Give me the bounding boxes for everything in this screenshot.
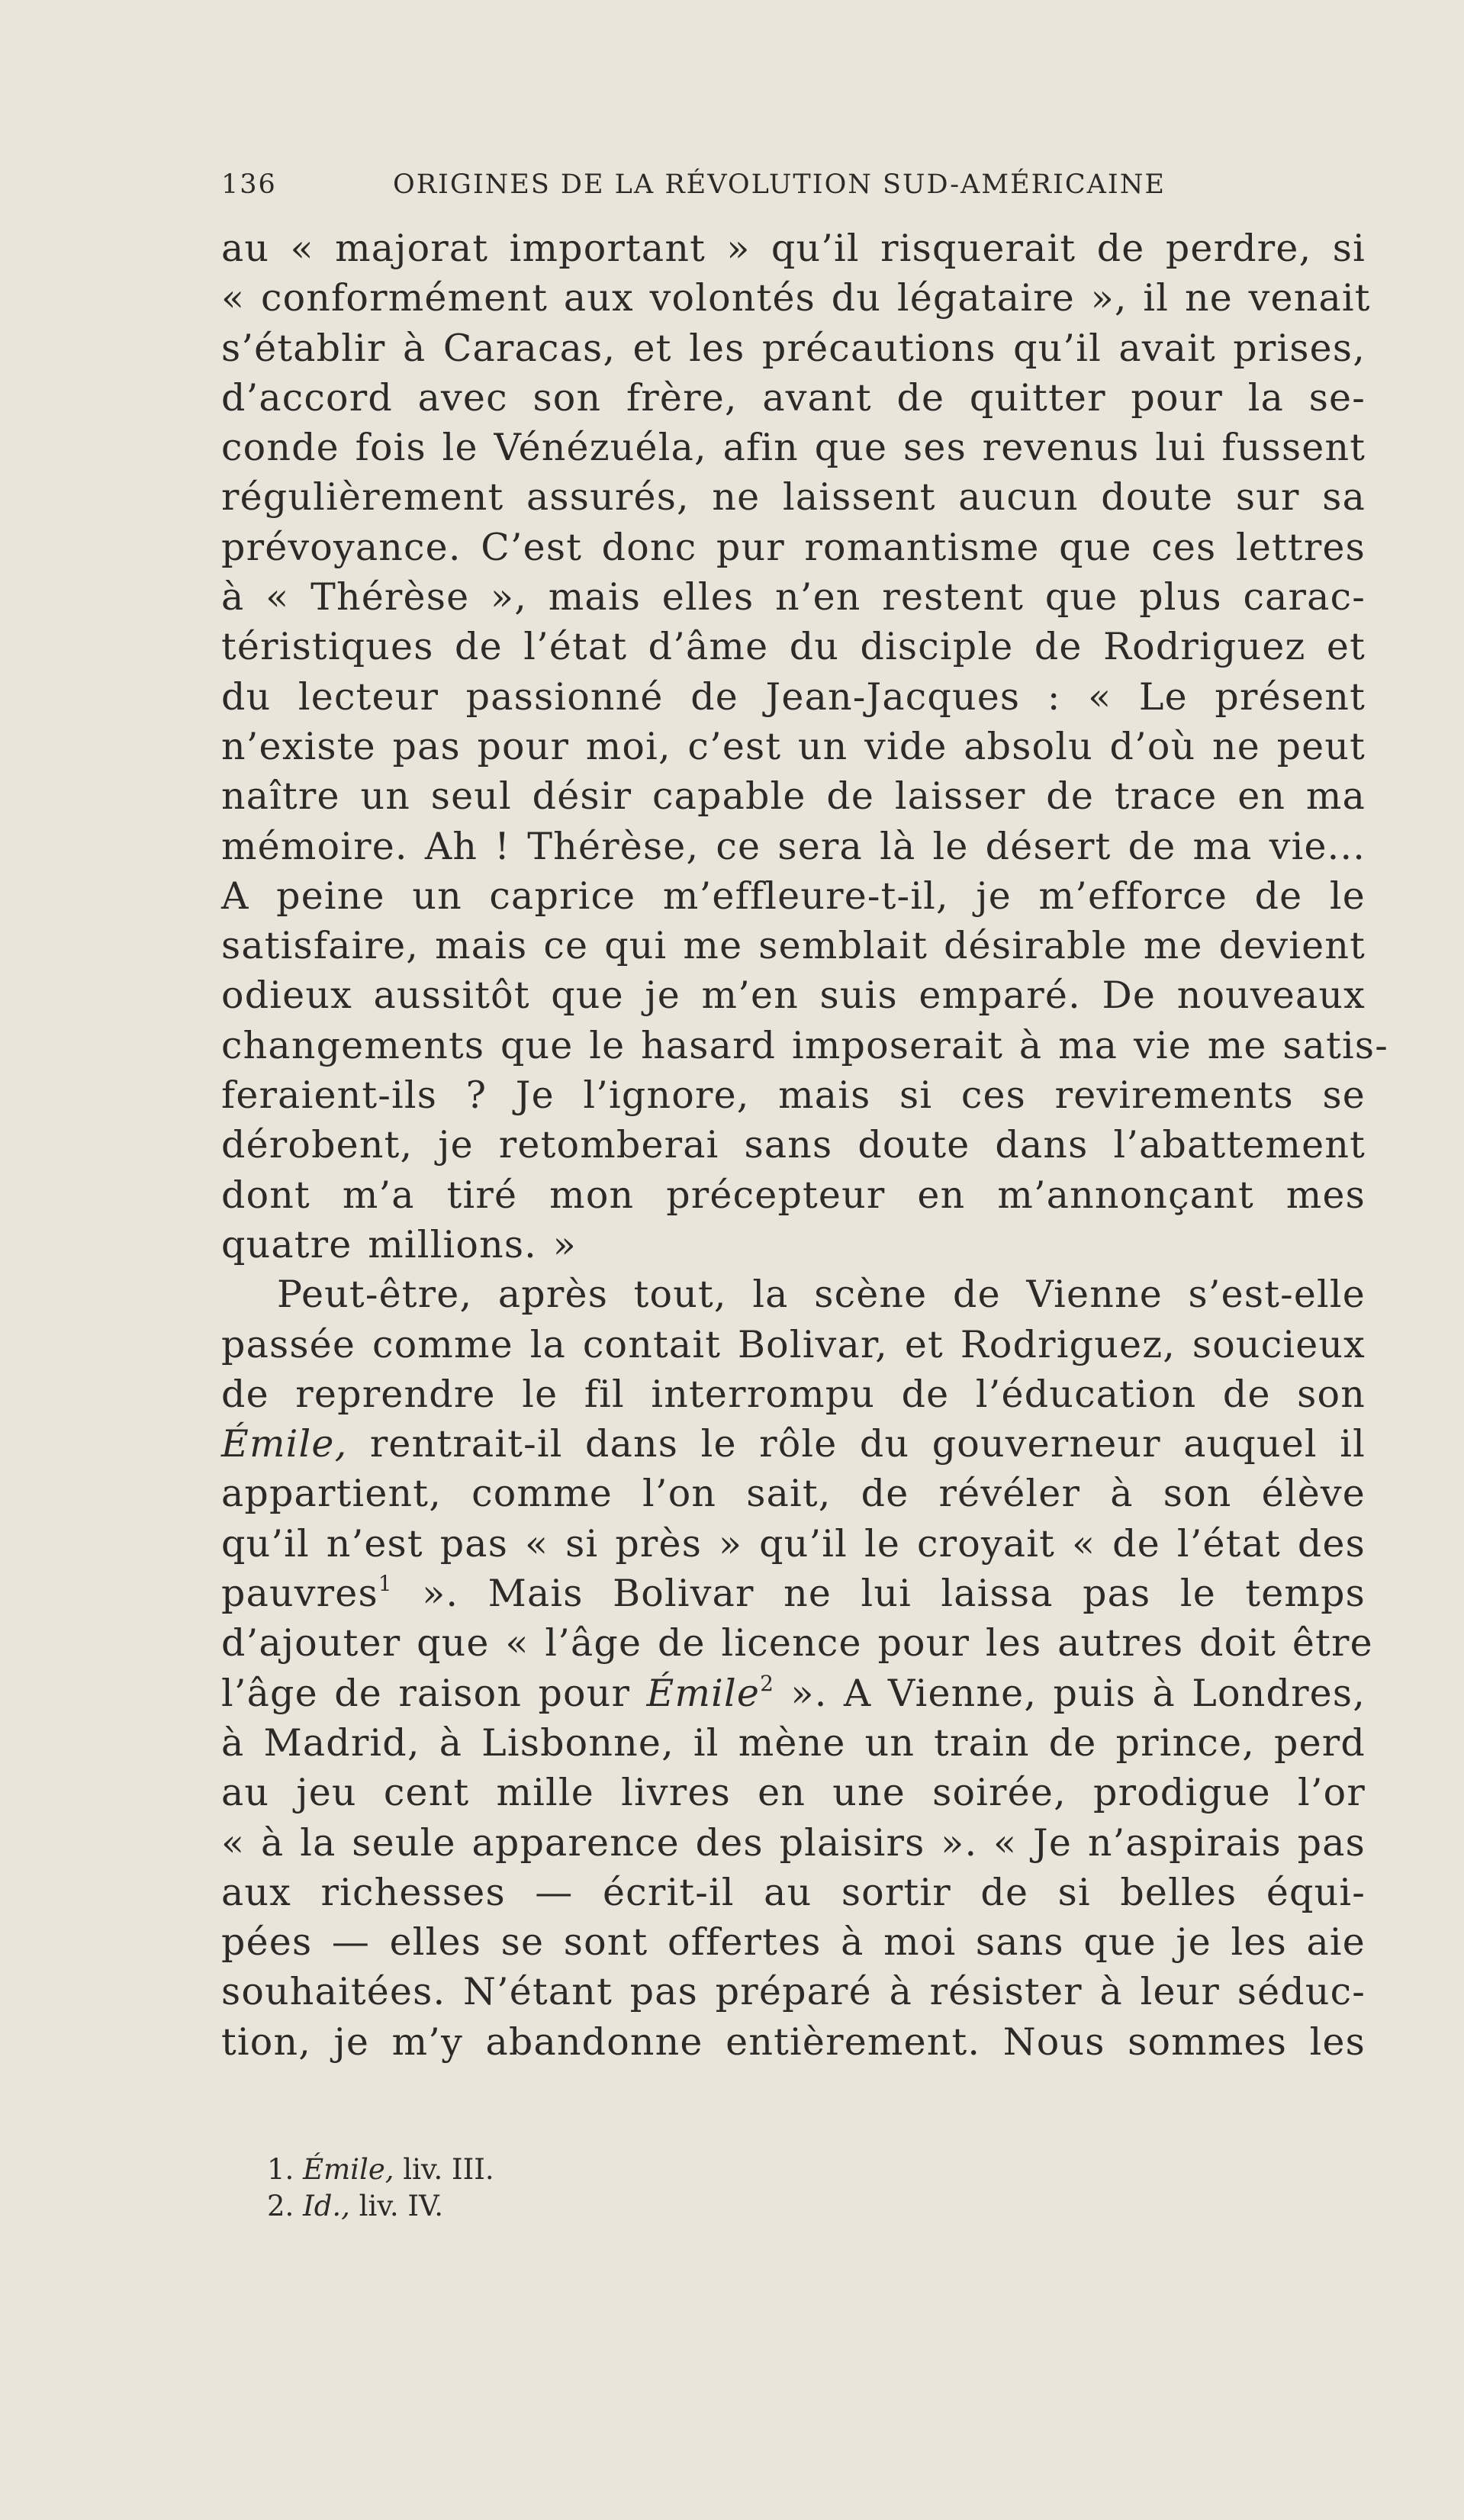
paragraph-end-line: quatre millions. » xyxy=(221,1222,577,1266)
text-line: conde fois le Vénézuéla, afin que ses revenus lui fussent xyxy=(221,426,1366,470)
running-head xyxy=(221,162,1282,208)
footnote-2: 2. Id., liv. IV. xyxy=(267,2190,444,2222)
text-line: aux richesses — écrit-il au sortir de si belles équi- xyxy=(221,1870,1366,1914)
running-title: ORIGINES DE LA RÉVOLUTION SUD-AMÉRICAINE xyxy=(393,169,1166,200)
text-line: appartient, comme l’on sait, de révéler à son élève xyxy=(221,1472,1366,1516)
page-number: 136 xyxy=(221,169,277,200)
text-line: au jeu cent mille livres en une soirée, prodigue l’or xyxy=(221,1771,1366,1815)
text-line: de reprendre le fil interrompu de l’éducation de son xyxy=(221,1372,1366,1416)
text-line: mémoire. Ah ! Thérèse, ce sera là le désert de ma vie... xyxy=(221,824,1366,868)
text-line: feraient-ils ? Je l’ignore, mais si ces revirements se xyxy=(221,1073,1366,1118)
text-line: l’âge de raison pour Émile$^2$ ». A Vienne, puis à Londres, xyxy=(221,1670,1366,1715)
text-line: « conformément aux volontés du légataire », il ne venait xyxy=(221,276,1371,320)
text-line: n’existe pas pour moi, c’est un vide absolu d’où ne peut xyxy=(221,724,1366,768)
body-text xyxy=(221,224,1388,2067)
text-line: téristiques de l’état d’âme du disciple de Rodriguez et xyxy=(221,625,1366,669)
paragraph-start-line: Peut-être, après tout, la scène de Vienne s’est-elle xyxy=(277,1273,1366,1317)
text-line: souhaitées. N’étant pas préparé à résister à leur séduc- xyxy=(221,1970,1366,2014)
text-line: d’accord avec son frère, avant de quitter pour la se- xyxy=(221,375,1366,420)
text-line: régulièrement assurés, ne laissent aucun doute sur sa xyxy=(221,475,1366,520)
text-line: au « majorat important » qu’il risquerait de perdre, si xyxy=(221,227,1366,270)
emile-title: Émile xyxy=(646,1671,761,1715)
text-line: prévoyance. C’est donc pur romantisme que ces lettres xyxy=(221,525,1366,569)
text-line: changements que le hasard imposerait à ma vie me satis- xyxy=(221,1023,1388,1067)
text-line: naître un seul désir capable de laisser de trace en ma xyxy=(221,774,1366,819)
text-line: dont m’a tiré mon précepteur en m’annonçant mes xyxy=(221,1173,1366,1217)
footnotes xyxy=(267,2151,954,2225)
text-line: satisfaire, mais ce qui me semblait désirable me devient xyxy=(221,924,1366,968)
text-line: s’établir à Caracas, et les précautions qu’il avait prises, xyxy=(221,326,1366,370)
text-line: du lecteur passionné de Jean-Jacques : « Le présent xyxy=(221,674,1366,719)
text-line: Émile, rentrait-il dans le rôle du gouverneur auquel il xyxy=(221,1422,1366,1466)
text-line: d’ajouter que « l’âge de licence pour les autres doit être xyxy=(221,1621,1373,1666)
emile-title: Émile, xyxy=(221,1422,348,1466)
footnote-1: 1. Émile, liv. III. xyxy=(267,2153,494,2186)
text-line: pauvres$^1$ ». Mais Bolivar ne lui laissa pas le temps xyxy=(221,1571,1366,1616)
text-line: dérobent, je retomberai sans doute dans l’abattement xyxy=(221,1123,1366,1167)
text-line: à Madrid, à Lisbonne, il mène un train de prince, perd xyxy=(221,1720,1366,1765)
text-line: tion, je m’y abandonne entièrement. Nous sommes les xyxy=(221,2020,1366,2064)
text-line: à « Thérèse », mais elles n’en restent que plus carac- xyxy=(221,575,1366,620)
footnote-ref-1: 1 xyxy=(378,1571,393,1597)
text-line: « à la seule apparence des plaisirs ». « Je n’aspirais pas xyxy=(221,1820,1366,1865)
text-line: pées — elles se sont offertes à moi sans que je les aie xyxy=(221,1920,1366,1965)
text-line: qu’il n’est pas « si près » qu’il le croyait « de l’état des xyxy=(221,1521,1366,1566)
text-line: odieux aussitôt que je m’en suis emparé. De nouveaux xyxy=(221,974,1366,1018)
text-line: A peine un caprice m’effleure-t-il, je m’efforce de le xyxy=(221,874,1366,918)
text-line: passée comme la contait Bolivar, et Rodriguez, soucieux xyxy=(221,1322,1366,1366)
footnote-ref-2: 2 xyxy=(760,1670,775,1696)
